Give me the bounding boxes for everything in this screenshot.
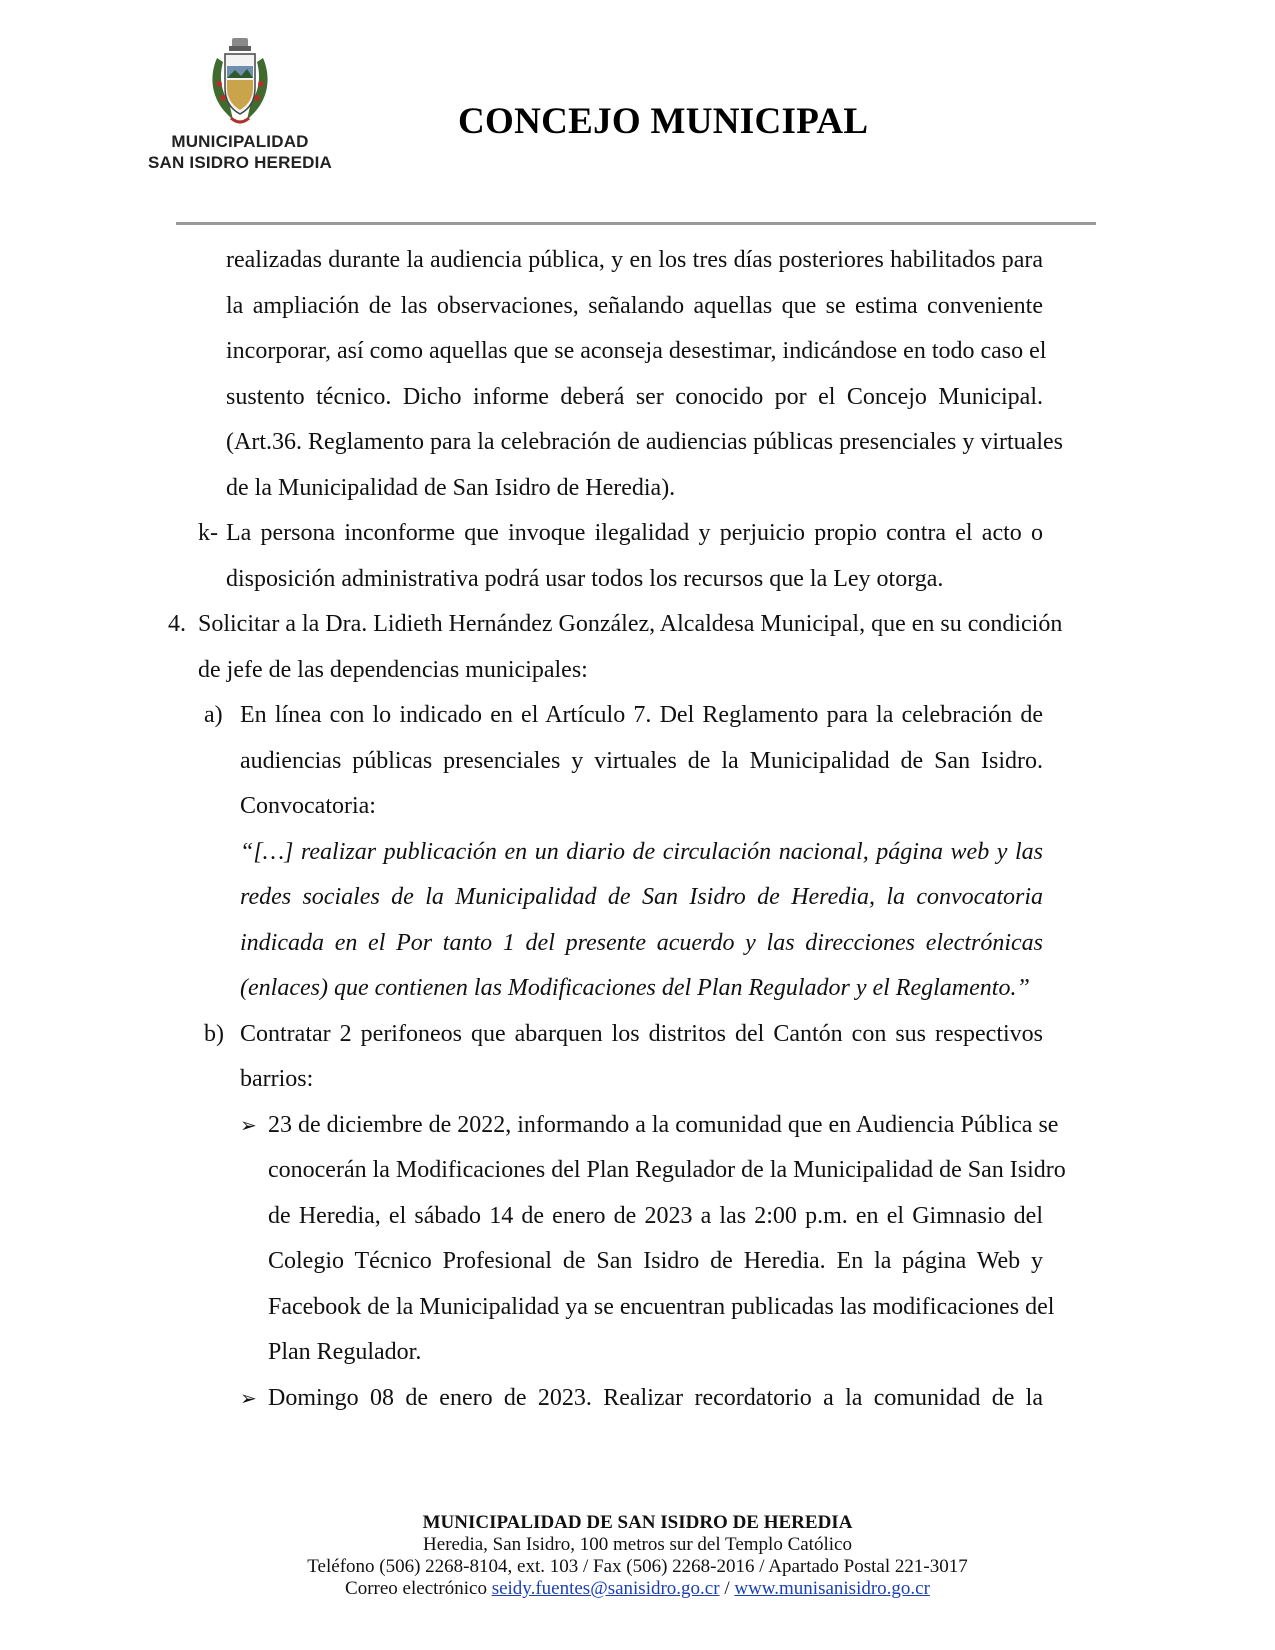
bullet-line: Facebook de la Municipalidad ya se encuentran publicadas las modificaciones del [268, 1294, 1055, 1320]
footer-phones: Teléfono (506) 2268-8104, ext. 103 / Fax (506) 2268-2016 / Apartado Postal 221-3017 [307, 1556, 968, 1577]
bullet-line: Plan Regulador. [268, 1339, 422, 1365]
quote-line: indicada en el Por tanto 1 del presente acuerdo y las direcciones electrónicas [240, 930, 1043, 956]
list-item-line: de jefe de las dependencias municipales: [198, 657, 588, 683]
municipal-logo [125, 36, 355, 176]
list-marker-a: a) [204, 702, 223, 728]
footer-email-link[interactable]: seidy.fuentes@sanisidro.go.cr [491, 1578, 720, 1599]
page-footer [0, 1512, 1275, 1600]
list-item-line: Contratar 2 perifoneos que abarquen los distritos del Cantón con sus respectivos [240, 1021, 1043, 1047]
logo-text-line2: SAN ISIDRO HEREDIA [147, 153, 332, 172]
paragraph-line: realizadas durante la audiencia pública, y en los tres días posteriores habilitados para [226, 247, 1043, 273]
bullet-line: Domingo 08 de enero de 2023. Realizar recordatorio a la comunidad de la [268, 1385, 1043, 1411]
list-item-line: disposición administrativa podrá usar todos los recursos que la Ley otorga. [226, 566, 944, 592]
arrow-bullet-icon: ➢ [240, 1113, 257, 1137]
footer-contact [0, 1578, 1275, 1600]
bullet-line: Colegio Técnico Profesional de San Isidro de Heredia. En la página Web y [268, 1248, 1043, 1274]
paragraph-line: incorporar, así como aquellas que se aconseja desestimar, indicándose en todo caso el [226, 338, 1047, 364]
quote-line: (enlaces) que contienen las Modificaciones del Plan Regulador y el Reglamento.” [240, 975, 1030, 1001]
quote-line: redes sociales de la Municipalidad de San Isidro de Heredia, la convocatoria [240, 884, 1043, 910]
list-item-line: En línea con lo indicado en el Artículo 7. Del Reglamento para la celebración de [240, 702, 1043, 728]
paragraph-line: de la Municipalidad de San Isidro de Heredia). [226, 475, 676, 501]
list-marker-4: 4. [168, 611, 186, 637]
list-marker-b: b) [204, 1021, 224, 1047]
coat-of-arms-icon [205, 36, 275, 128]
footer-website-link[interactable]: www.munisanisidro.go.cr [734, 1578, 930, 1599]
arrow-bullet-icon: ➢ [240, 1386, 257, 1410]
footer-email-label: Correo electrónico [345, 1578, 487, 1599]
list-item-line: barrios: [240, 1066, 314, 1092]
header-divider [176, 222, 1096, 225]
list-item-line: La persona inconforme que invoque ilegalidad y perjuicio propio contra el acto o [226, 520, 1043, 546]
list-item-line: Solicitar a la Dra. Lidieth Hernández González, Alcaldesa Municipal, que en su condición [198, 611, 1063, 637]
quote-line: “[…] realizar publicación en un diario de circulación nacional, página web y las [240, 839, 1043, 865]
list-item-line: Convocatoria: [240, 793, 376, 819]
footer-separator: / [724, 1578, 730, 1599]
footer-address: Heredia, San Isidro, 100 metros sur del Templo Católico [423, 1534, 852, 1555]
bullet-line: 23 de diciembre de 2022, informando a la comunidad que en Audiencia Pública se [268, 1112, 1059, 1138]
paragraph-line: (Art.36. Reglamento para la celebración de audiencias públicas presenciales y virtuales [226, 429, 1063, 455]
paragraph-line: sustento técnico. Dicho informe deberá ser conocido por el Concejo Municipal. [226, 384, 1043, 410]
paragraph-line: la ampliación de las observaciones, señalando aquellas que se estima conveniente [226, 293, 1043, 319]
bullet-line: de Heredia, el sábado 14 de enero de 2023 a las 2:00 p.m. en el Gimnasio del [268, 1203, 1043, 1229]
logo-text-line1: MUNICIPALIDAD [171, 132, 309, 151]
footer-org: MUNICIPALIDAD DE SAN ISIDRO DE HEREDIA [422, 1512, 853, 1533]
bullet-line: conocerán la Modificaciones del Plan Regulador de la Municipalidad de San Isidro [268, 1157, 1066, 1183]
list-marker-k: k- [198, 520, 218, 546]
page-title: CONCEJO MUNICIPAL [458, 101, 869, 142]
list-item-line: audiencias públicas presenciales y virtuales de la Municipalidad de San Isidro. [240, 748, 1043, 774]
